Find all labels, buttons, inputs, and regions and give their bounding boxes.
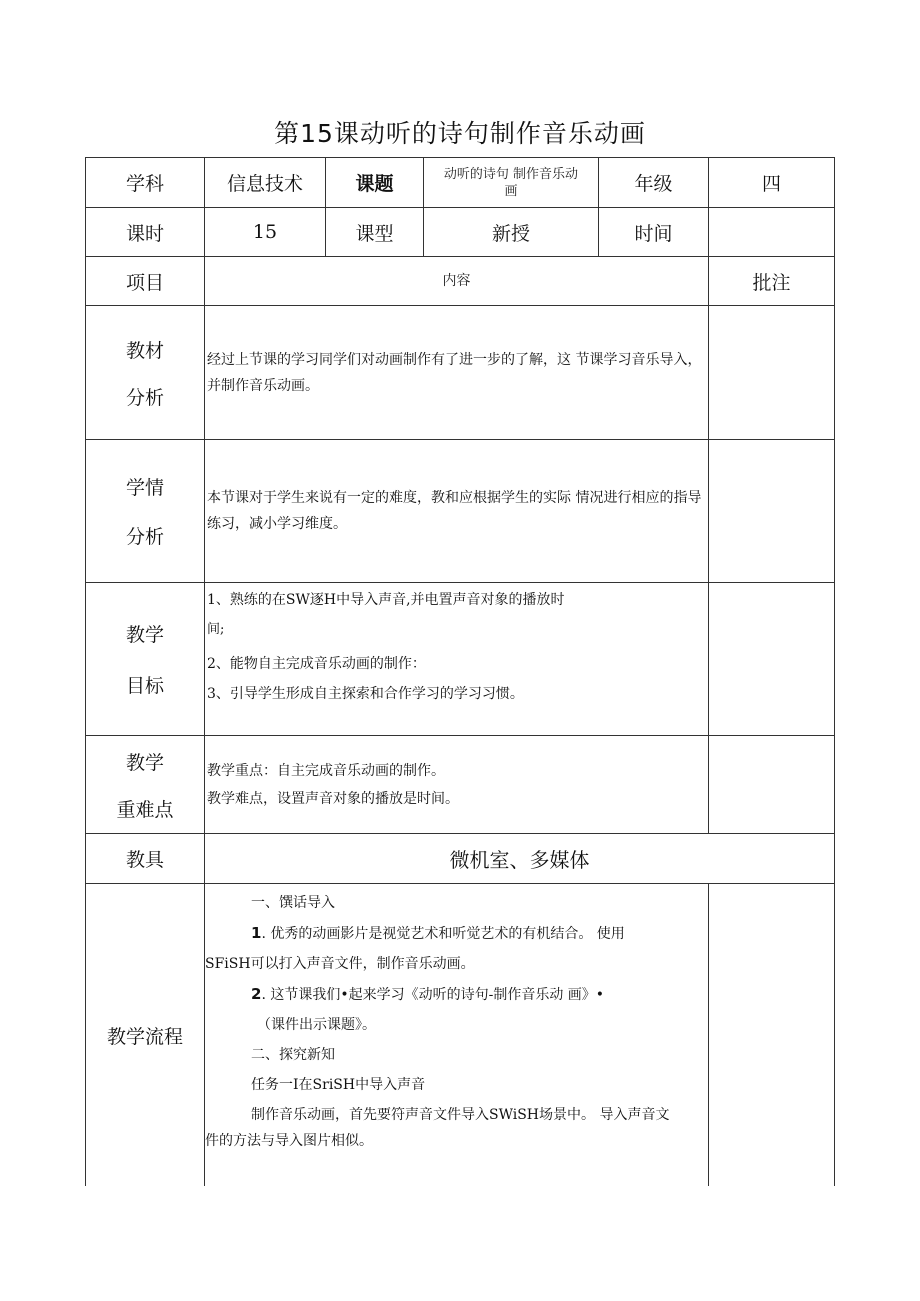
keypoints-label-line2: 重难点 — [116, 798, 174, 821]
subject-value: 信息技术 — [205, 158, 326, 208]
process-item-1-text: . 优秀的动画影片是视觉艺术和听觉艺术的有机结合。 使用 — [261, 926, 625, 942]
keypoints-label — [86, 736, 205, 834]
type-value: 新授 — [424, 208, 599, 257]
goals-label-line2: 目标 — [125, 675, 164, 697]
material-label-line2: 分析 — [125, 386, 164, 409]
table-row — [86, 306, 835, 440]
page-title: 第15课动听的诗句制作音乐动画 — [274, 119, 646, 148]
process-item-1-num: 1 — [251, 924, 262, 942]
type-label: 课型 — [326, 208, 424, 257]
goals-label — [86, 583, 205, 736]
keypoint-2: 教学难点，设置声音对象的播放是时间。 — [207, 790, 459, 807]
table-row — [86, 884, 835, 1186]
topic-value — [424, 158, 599, 208]
goals-text — [205, 583, 709, 736]
process-desc-1: 制作音乐动画，首先要符声音文件导入SWiSH场景中。 导入声音文 — [251, 1107, 670, 1123]
goals-label-line1: 教学 — [125, 624, 164, 646]
table-row — [86, 208, 835, 257]
subject-label: 学科 — [86, 158, 205, 208]
process-item-2-num: 2 — [251, 985, 262, 1003]
process-desc-2: 件的方法与导入图片相似。 — [205, 1133, 373, 1149]
students-label — [86, 440, 205, 583]
table-row — [86, 440, 835, 583]
grade-label: 年级 — [599, 158, 709, 208]
process-item-2-cont: （课件出示课题》。 — [257, 1017, 376, 1033]
table-row — [86, 583, 835, 736]
grade-value: 四 — [709, 158, 835, 208]
goal-item-3: 3、引导学生形成自主探索和合作学习的学习习惯。 — [207, 686, 524, 702]
process-task: 任务一I在SriSH中导入声音 — [251, 1077, 426, 1093]
period-label: 课时 — [86, 208, 205, 257]
students-label-line2: 分析 — [125, 526, 164, 548]
process-section-1: 一、馔话导入 — [251, 895, 335, 911]
students-text: 本节课对于学生来说有一定的难度，教和应根据学生的实际 情况进行相应的指导练习，减小学习维度。 — [205, 440, 709, 583]
process-item-2 — [205, 979, 708, 1010]
material-label-line1: 教材 — [125, 339, 164, 362]
content-label: 内容 — [205, 257, 709, 306]
lesson-plan-table — [85, 157, 835, 1186]
keypoints-label-line1: 教学 — [125, 751, 164, 774]
keypoints-text — [205, 736, 709, 834]
goal-item-1-cont: 间; — [207, 622, 225, 637]
process-text — [205, 884, 709, 1186]
material-note — [709, 306, 835, 440]
students-label-line1: 学情 — [125, 477, 164, 499]
period-value: 15 — [205, 208, 326, 257]
table-row — [86, 834, 835, 884]
table-row — [86, 158, 835, 208]
goal-item-1: 1、熟练的在SW逐H中导入声音,并电置声音对象的播放时 — [207, 592, 565, 608]
process-item-1-cont: SFiSH可以打入声音文件，制作音乐动画。 — [205, 956, 475, 972]
process-label: 教学流程 — [86, 884, 205, 1186]
time-label: 时间 — [599, 208, 709, 257]
keypoints-note — [709, 736, 835, 834]
tools-value: 微机室、多媒体 — [205, 834, 835, 884]
students-note — [709, 440, 835, 583]
topic-value-line1: 动听的诗句 制作音乐动 — [443, 166, 579, 182]
table-row — [86, 736, 835, 834]
goal-item-2: 2、能物自主完成音乐动画的制作： — [207, 656, 426, 672]
process-item-2-text: . 这节课我们•起来学习《动听的诗句-制作音乐动 画》• — [261, 987, 605, 1003]
process-section-2: 二、探究新知 — [251, 1047, 335, 1063]
topic-value-line2: 画 — [504, 183, 518, 199]
item-label: 项目 — [86, 257, 205, 306]
table-row — [86, 257, 835, 306]
topic-label: 课题 — [326, 158, 424, 208]
material-label — [86, 306, 205, 440]
keypoint-1: 教学重点：自主完成音乐动画的制作。 — [207, 762, 445, 779]
process-item-1 — [205, 918, 708, 949]
material-text: 经过上节课的学习同学们对动画制作有了进一步的了解，这 节课学习音乐导入，并制作音乐动画。 — [205, 306, 709, 440]
tools-label: 教具 — [86, 834, 205, 884]
process-note — [709, 884, 835, 1186]
goals-note — [709, 583, 835, 736]
note-label: 批注 — [709, 257, 835, 306]
time-value — [709, 208, 835, 257]
